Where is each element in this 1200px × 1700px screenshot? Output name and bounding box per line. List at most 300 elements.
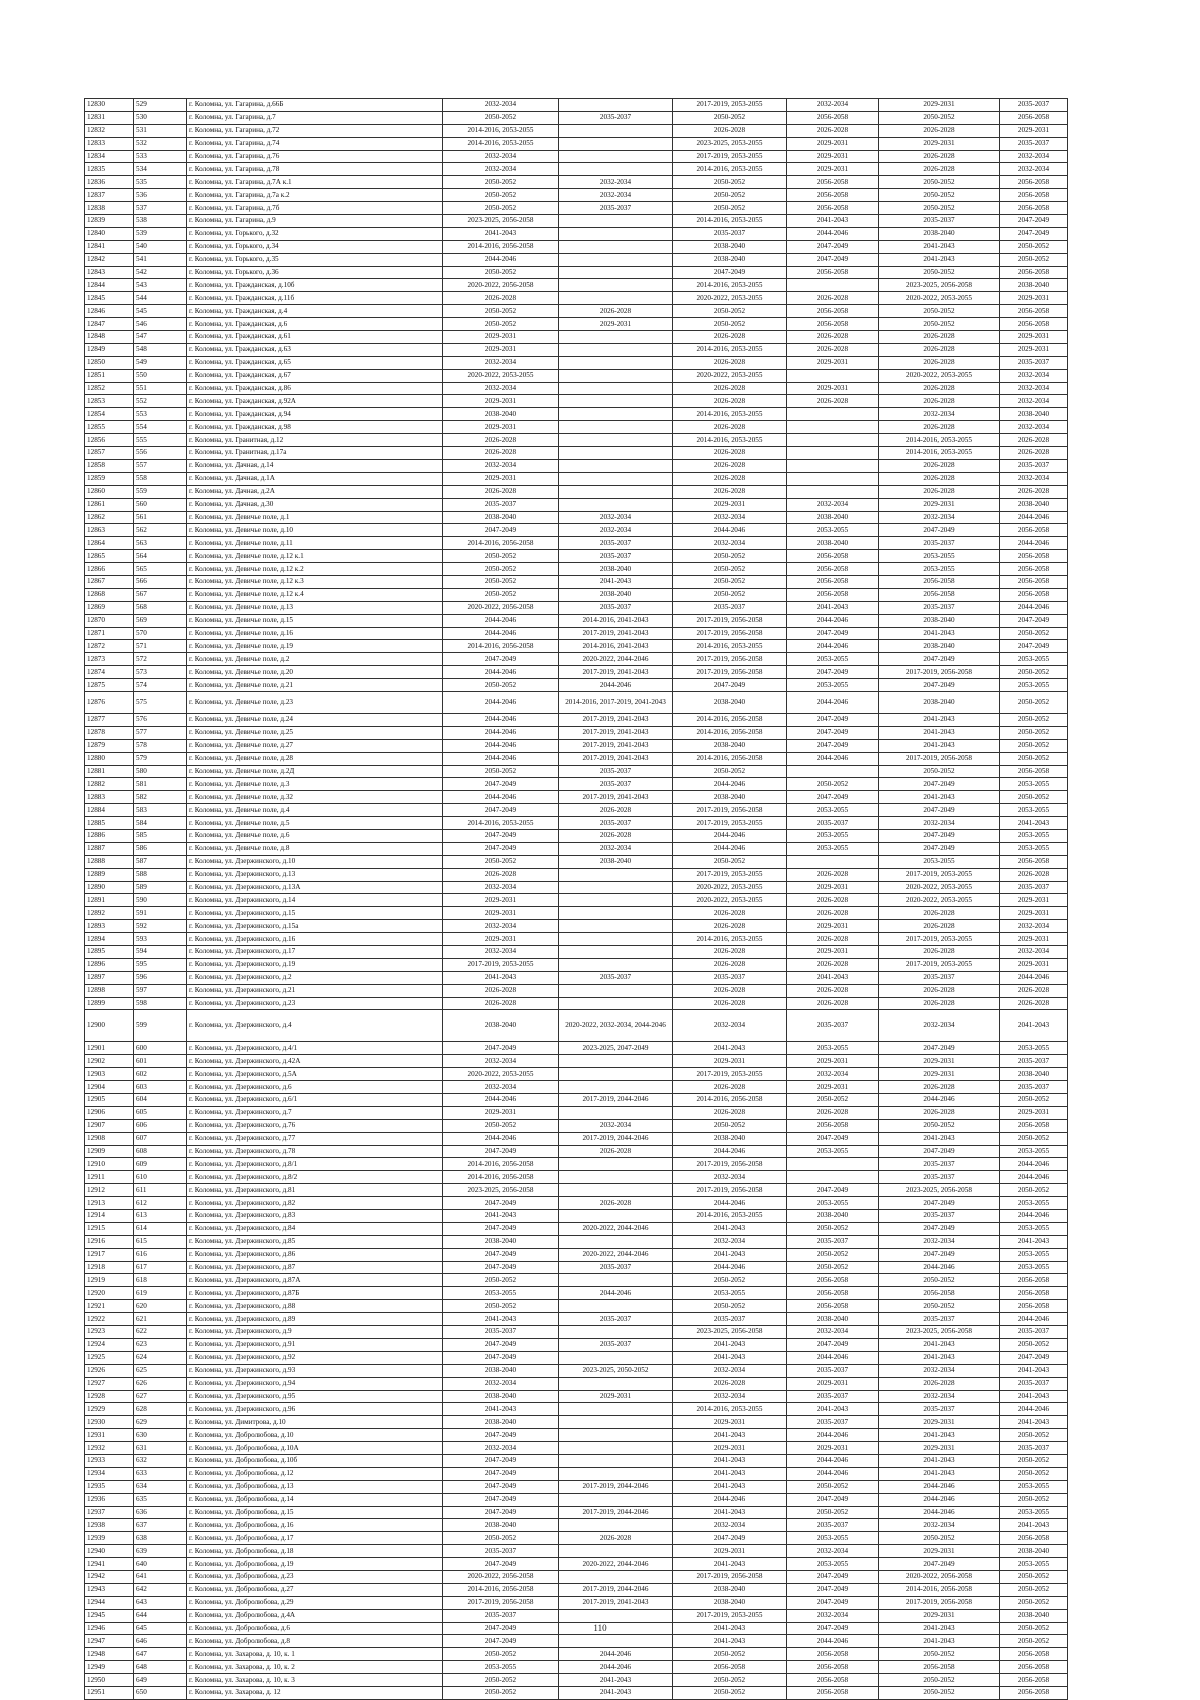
record-number-cell: 623 <box>134 1338 187 1351</box>
address-cell: г. Коломна, ул. Девичье поле, д.19 <box>187 640 443 653</box>
record-number-cell: 605 <box>134 1106 187 1119</box>
record-number-cell: 633 <box>134 1467 187 1480</box>
schedule-col-1-cell: 2041-2043 <box>443 1403 559 1416</box>
schedule-col-6-cell: 2053-2055 <box>1000 1558 1068 1571</box>
record-number-cell: 602 <box>134 1068 187 1081</box>
schedule-col-6-cell: 2050-2052 <box>1000 1429 1068 1442</box>
schedule-col-3-cell: 2023-2025, 2053-2055 <box>673 137 787 150</box>
record-number-cell: 638 <box>134 1532 187 1545</box>
record-number-cell: 637 <box>134 1519 187 1532</box>
table-row <box>85 318 1068 331</box>
schedule-col-3-cell: 2026-2028 <box>673 421 787 434</box>
schedule-col-2-cell <box>559 1184 673 1197</box>
schedule-col-1-cell: 2044-2046 <box>443 1132 559 1145</box>
schedule-col-1-cell: 2047-2049 <box>443 1338 559 1351</box>
address-cell: г. Коломна, ул. Гранитная, д.12 <box>187 434 443 447</box>
address-cell: г. Коломна, ул. Девичье поле, д.24 <box>187 713 443 726</box>
schedule-col-2-cell <box>559 498 673 511</box>
row-number-cell: 12897 <box>85 971 134 984</box>
record-number-cell: 594 <box>134 946 187 959</box>
table-row <box>85 640 1068 653</box>
address-cell: г. Коломна, ул. Дачная, д.14 <box>187 459 443 472</box>
schedule-col-4-cell: 2044-2046 <box>787 1635 879 1648</box>
record-number-cell: 575 <box>134 691 187 713</box>
row-number-cell: 12915 <box>85 1222 134 1235</box>
schedule-col-6-cell: 2044-2046 <box>1000 511 1068 524</box>
address-cell: г. Коломна, ул. Дзержинского, д.93 <box>187 1364 443 1377</box>
record-number-cell: 545 <box>134 305 187 318</box>
schedule-col-4-cell: 2053-2055 <box>787 829 879 842</box>
record-number-cell: 627 <box>134 1390 187 1403</box>
schedule-col-4-cell: 2038-2040 <box>787 1313 879 1326</box>
schedule-col-5-cell: 2029-2031 <box>879 1545 1000 1558</box>
table-row <box>85 1390 1068 1403</box>
schedule-col-3-cell: 2026-2028 <box>673 459 787 472</box>
row-number-cell: 12900 <box>85 1010 134 1042</box>
schedule-col-5-cell: 2032-2034 <box>879 408 1000 421</box>
schedule-col-1-cell: 2026-2028 <box>443 984 559 997</box>
row-number-cell: 12909 <box>85 1145 134 1158</box>
row-number-cell: 12853 <box>85 395 134 408</box>
row-number-cell: 12947 <box>85 1635 134 1648</box>
schedule-col-1-cell: 2038-2040 <box>443 1235 559 1248</box>
schedule-col-4-cell: 2056-2058 <box>787 1686 879 1699</box>
table-row <box>85 1042 1068 1055</box>
row-number-cell: 12873 <box>85 653 134 666</box>
schedule-col-6-cell: 2050-2052 <box>1000 1094 1068 1107</box>
schedule-col-4-cell: 2026-2028 <box>787 933 879 946</box>
address-cell: г. Коломна, ул. Добролюбова, д.19 <box>187 1558 443 1571</box>
schedule-col-3-cell: 2035-2037 <box>673 601 787 614</box>
schedule-col-5-cell: 2050-2052 <box>879 318 1000 331</box>
schedule-col-6-cell: 2056-2058 <box>1000 176 1068 189</box>
row-number-cell: 12899 <box>85 997 134 1010</box>
record-number-cell: 585 <box>134 829 187 842</box>
schedule-col-2-cell: 2017-2019, 2041-2043 <box>559 752 673 765</box>
schedule-col-2-cell: 2035-2037 <box>559 971 673 984</box>
schedule-col-2-cell <box>559 343 673 356</box>
schedule-col-2-cell <box>559 1274 673 1287</box>
schedule-col-5-cell: 2032-2034 <box>879 1010 1000 1042</box>
record-number-cell: 590 <box>134 894 187 907</box>
record-number-cell: 629 <box>134 1416 187 1429</box>
address-cell: г. Коломна, ул. Горького, д.32 <box>187 227 443 240</box>
schedule-col-5-cell: 2041-2043 <box>879 253 1000 266</box>
schedule-col-2-cell: 2020-2022, 2032-2034, 2044-2046 <box>559 1010 673 1042</box>
schedule-col-6-cell: 2035-2037 <box>1000 356 1068 369</box>
record-number-cell: 645 <box>134 1622 187 1635</box>
record-number-cell: 616 <box>134 1248 187 1261</box>
row-number-cell: 12941 <box>85 1558 134 1571</box>
schedule-col-1-cell: 2020-2022, 2053-2055 <box>443 369 559 382</box>
schedule-col-3-cell: 2038-2040 <box>673 691 787 713</box>
schedule-col-4-cell: 2056-2058 <box>787 1119 879 1132</box>
schedule-col-1-cell: 2050-2052 <box>443 305 559 318</box>
schedule-col-2-cell <box>559 150 673 163</box>
record-number-cell: 532 <box>134 137 187 150</box>
address-cell: г. Коломна, ул. Добролюбова, д.27 <box>187 1583 443 1596</box>
table-row <box>85 829 1068 842</box>
table-row <box>85 189 1068 202</box>
schedule-col-6-cell: 2053-2055 <box>1000 778 1068 791</box>
schedule-col-2-cell <box>559 1570 673 1583</box>
schedule-col-5-cell: 2041-2043 <box>879 791 1000 804</box>
schedule-col-6-cell: 2050-2052 <box>1000 713 1068 726</box>
schedule-col-5-cell: 2017-2019, 2056-2058 <box>879 752 1000 765</box>
schedule-col-5-cell: 2020-2022, 2053-2055 <box>879 292 1000 305</box>
table-row <box>85 176 1068 189</box>
row-number-cell: 12943 <box>85 1583 134 1596</box>
schedule-col-2-cell <box>559 1519 673 1532</box>
table-row <box>85 679 1068 692</box>
schedule-col-6-cell: 2056-2058 <box>1000 1274 1068 1287</box>
schedule-col-6-cell: 2044-2046 <box>1000 1158 1068 1171</box>
row-number-cell: 12914 <box>85 1210 134 1223</box>
record-number-cell: 554 <box>134 421 187 434</box>
record-number-cell: 571 <box>134 640 187 653</box>
schedule-col-5-cell: 2041-2043 <box>879 627 1000 640</box>
schedule-col-4-cell: 2044-2046 <box>787 227 879 240</box>
row-number-cell: 12871 <box>85 627 134 640</box>
schedule-col-4-cell: 2041-2043 <box>787 1403 879 1416</box>
schedule-col-6-cell: 2035-2037 <box>1000 1326 1068 1339</box>
schedule-col-6-cell: 2056-2058 <box>1000 563 1068 576</box>
address-cell: г. Коломна, ул. Захарова, д. 10, к. 2 <box>187 1661 443 1674</box>
row-number-cell: 12929 <box>85 1403 134 1416</box>
record-number-cell: 595 <box>134 958 187 971</box>
table-row <box>85 99 1068 112</box>
table-row <box>85 1429 1068 1442</box>
table-row <box>85 575 1068 588</box>
address-cell: г. Коломна, ул. Гражданская, д.98 <box>187 421 443 434</box>
record-number-cell: 565 <box>134 563 187 576</box>
schedule-col-2-cell: 2017-2019, 2041-2043 <box>559 666 673 679</box>
schedule-col-1-cell: 2026-2028 <box>443 868 559 881</box>
schedule-col-4-cell <box>787 279 879 292</box>
table-row <box>85 920 1068 933</box>
address-cell: г. Коломна, ул. Гагарина, д.7б <box>187 202 443 215</box>
schedule-col-1-cell: 2035-2037 <box>443 1545 559 1558</box>
row-number-cell: 12876 <box>85 691 134 713</box>
schedule-col-3-cell: 2026-2028 <box>673 382 787 395</box>
table-row <box>85 1377 1068 1390</box>
schedule-col-2-cell: 2032-2034 <box>559 176 673 189</box>
schedule-col-1-cell: 2032-2034 <box>443 920 559 933</box>
schedule-col-3-cell: 2014-2016, 2053-2055 <box>673 434 787 447</box>
address-cell: г. Коломна, ул. Девичье поле, д.1 <box>187 511 443 524</box>
schedule-col-4-cell: 2026-2028 <box>787 907 879 920</box>
schedule-col-1-cell: 2044-2046 <box>443 1094 559 1107</box>
address-cell: г. Коломна, ул. Гагарина, д.76 <box>187 150 443 163</box>
schedule-col-4-cell: 2047-2049 <box>787 1338 879 1351</box>
schedule-col-4-cell: 2056-2058 <box>787 266 879 279</box>
address-cell: г. Коломна, ул. Гражданская, д.94 <box>187 408 443 421</box>
schedule-col-5-cell: 2038-2040 <box>879 640 1000 653</box>
schedule-col-6-cell: 2044-2046 <box>1000 537 1068 550</box>
schedule-col-1-cell: 2050-2052 <box>443 1686 559 1699</box>
schedule-col-4-cell: 2032-2034 <box>787 1326 879 1339</box>
row-number-cell: 12884 <box>85 804 134 817</box>
schedule-col-2-cell <box>559 984 673 997</box>
record-number-cell: 593 <box>134 933 187 946</box>
schedule-col-4-cell: 2026-2028 <box>787 292 879 305</box>
schedule-col-3-cell: 2029-2031 <box>673 1545 787 1558</box>
address-cell: г. Коломна, ул. Дзержинского, д.42А <box>187 1055 443 1068</box>
schedule-col-3-cell: 2050-2052 <box>673 855 787 868</box>
table-row <box>85 1351 1068 1364</box>
schedule-col-5-cell: 2056-2058 <box>879 575 1000 588</box>
table-row <box>85 804 1068 817</box>
schedule-col-2-cell: 2035-2037 <box>559 778 673 791</box>
schedule-col-3-cell: 2026-2028 <box>673 485 787 498</box>
schedule-col-2-cell: 2035-2037 <box>559 111 673 124</box>
row-number-cell: 12831 <box>85 111 134 124</box>
schedule-col-2-cell: 2020-2022, 2044-2046 <box>559 1248 673 1261</box>
schedule-col-3-cell: 2020-2022, 2053-2055 <box>673 881 787 894</box>
schedule-col-5-cell: 2029-2031 <box>879 99 1000 112</box>
schedule-col-5-cell: 2041-2043 <box>879 1622 1000 1635</box>
schedule-col-2-cell: 2032-2034 <box>559 842 673 855</box>
schedule-col-1-cell: 2053-2055 <box>443 1287 559 1300</box>
record-number-cell: 561 <box>134 511 187 524</box>
table-row <box>85 1313 1068 1326</box>
table-row <box>85 1119 1068 1132</box>
schedule-col-2-cell <box>559 1081 673 1094</box>
table-row <box>85 765 1068 778</box>
schedule-col-1-cell: 2044-2046 <box>443 691 559 713</box>
table-row <box>85 1106 1068 1119</box>
schedule-col-3-cell: 2044-2046 <box>673 1261 787 1274</box>
schedule-col-2-cell: 2038-2040 <box>559 855 673 868</box>
schedule-col-1-cell: 2014-2016, 2053-2055 <box>443 124 559 137</box>
schedule-col-2-cell <box>559 227 673 240</box>
schedule-col-6-cell: 2056-2058 <box>1000 1300 1068 1313</box>
page-number: 110 <box>593 1623 607 1633</box>
schedule-col-3-cell: 2017-2019, 2056-2058 <box>673 653 787 666</box>
schedule-col-2-cell: 2014-2016, 2041-2043 <box>559 614 673 627</box>
schedule-col-6-cell: 2044-2046 <box>1000 1313 1068 1326</box>
schedule-col-1-cell: 2029-2031 <box>443 472 559 485</box>
address-cell: г. Коломна, ул. Гагарина, д.7А к.1 <box>187 176 443 189</box>
row-number-cell: 12940 <box>85 1545 134 1558</box>
schedule-col-6-cell: 2038-2040 <box>1000 279 1068 292</box>
table-row <box>85 1210 1068 1223</box>
record-number-cell: 536 <box>134 189 187 202</box>
table-row <box>85 666 1068 679</box>
row-number-cell: 12851 <box>85 369 134 382</box>
record-number-cell: 540 <box>134 240 187 253</box>
schedule-col-5-cell: 2014-2016, 2056-2058 <box>879 1583 1000 1596</box>
table-row <box>85 1184 1068 1197</box>
row-number-cell: 12922 <box>85 1313 134 1326</box>
schedule-col-4-cell <box>787 1158 879 1171</box>
schedule-col-5-cell: 2050-2052 <box>879 1532 1000 1545</box>
schedule-col-3-cell: 2026-2028 <box>673 124 787 137</box>
row-number-cell: 12848 <box>85 331 134 344</box>
schedule-col-3-cell: 2050-2052 <box>673 1300 787 1313</box>
schedule-col-6-cell: 2032-2034 <box>1000 163 1068 176</box>
schedule-col-3-cell: 2056-2058 <box>673 1661 787 1674</box>
schedule-col-4-cell: 2056-2058 <box>787 189 879 202</box>
schedule-col-1-cell: 2029-2031 <box>443 933 559 946</box>
schedule-col-3-cell: 2017-2019, 2056-2058 <box>673 1570 787 1583</box>
schedule-col-4-cell: 2050-2052 <box>787 1094 879 1107</box>
schedule-col-3-cell: 2017-2019, 2056-2058 <box>673 804 787 817</box>
schedule-col-6-cell: 2056-2058 <box>1000 1648 1068 1661</box>
schedule-col-6-cell: 2050-2052 <box>1000 1622 1068 1635</box>
record-number-cell: 548 <box>134 343 187 356</box>
table-row <box>85 1197 1068 1210</box>
schedule-col-4-cell: 2029-2031 <box>787 163 879 176</box>
schedule-col-3-cell: 2029-2031 <box>673 1442 787 1455</box>
schedule-col-5-cell: 2026-2028 <box>879 1106 1000 1119</box>
schedule-col-5-cell: 2032-2034 <box>879 511 1000 524</box>
schedule-col-3-cell: 2044-2046 <box>673 842 787 855</box>
address-cell: г. Коломна, ул. Дзержинского, д.13 <box>187 868 443 881</box>
schedule-col-6-cell: 2053-2055 <box>1000 1248 1068 1261</box>
table-row <box>85 1558 1068 1571</box>
address-cell: г. Коломна, ул. Гражданская, д.4 <box>187 305 443 318</box>
schedule-col-3-cell: 2044-2046 <box>673 1493 787 1506</box>
table-row <box>85 447 1068 460</box>
record-number-cell: 615 <box>134 1235 187 1248</box>
record-number-cell: 599 <box>134 1010 187 1042</box>
address-cell: г. Коломна, ул. Гражданская, д.92А <box>187 395 443 408</box>
schedule-col-4-cell: 2053-2055 <box>787 1042 879 1055</box>
address-cell: г. Коломна, ул. Гражданская, д.6 <box>187 318 443 331</box>
record-number-cell: 634 <box>134 1480 187 1493</box>
schedule-col-2-cell: 2032-2034 <box>559 524 673 537</box>
address-cell: г. Коломна, ул. Девичье поле, д.8 <box>187 842 443 855</box>
row-number-cell: 12948 <box>85 1648 134 1661</box>
schedule-col-1-cell: 2047-2049 <box>443 1635 559 1648</box>
schedule-col-1-cell: 2047-2049 <box>443 1480 559 1493</box>
address-cell: г. Коломна, ул. Захарова, д. 10, к. 1 <box>187 1648 443 1661</box>
schedule-col-1-cell: 2023-2025, 2056-2058 <box>443 215 559 228</box>
row-number-cell: 12857 <box>85 447 134 460</box>
row-number-cell: 12949 <box>85 1661 134 1674</box>
schedule-col-6-cell: 2050-2052 <box>1000 1570 1068 1583</box>
table-row <box>85 881 1068 894</box>
schedule-col-1-cell: 2050-2052 <box>443 765 559 778</box>
schedule-col-4-cell: 2029-2031 <box>787 356 879 369</box>
schedule-col-6-cell: 2029-2031 <box>1000 1106 1068 1119</box>
schedule-col-4-cell: 2056-2058 <box>787 1300 879 1313</box>
schedule-col-4-cell: 2053-2055 <box>787 524 879 537</box>
table-row <box>85 1261 1068 1274</box>
schedule-col-6-cell: 2056-2058 <box>1000 1674 1068 1687</box>
schedule-col-5-cell: 2035-2037 <box>879 215 1000 228</box>
schedule-col-4-cell: 2026-2028 <box>787 343 879 356</box>
row-number-cell: 12907 <box>85 1119 134 1132</box>
address-cell: г. Коломна, ул. Девичье поле, д.27 <box>187 739 443 752</box>
schedule-col-4-cell: 2047-2049 <box>787 739 879 752</box>
record-number-cell: 644 <box>134 1609 187 1622</box>
record-number-cell: 630 <box>134 1429 187 1442</box>
schedule-col-3-cell: 2041-2043 <box>673 1338 787 1351</box>
address-cell: г. Коломна, ул. Гагарина, д.78 <box>187 163 443 176</box>
address-cell: г. Коломна, ул. Девичье поле, д.4 <box>187 804 443 817</box>
schedule-col-2-cell: 2026-2028 <box>559 1197 673 1210</box>
table-row <box>85 739 1068 752</box>
schedule-col-5-cell: 2041-2043 <box>879 1351 1000 1364</box>
schedule-col-2-cell: 2026-2028 <box>559 1532 673 1545</box>
address-cell: г. Коломна, ул. Девичье поле, д.32 <box>187 791 443 804</box>
schedule-col-4-cell <box>787 447 879 460</box>
address-cell: г. Коломна, ул. Девичье поле, д.12 к.4 <box>187 588 443 601</box>
schedule-col-4-cell: 2047-2049 <box>787 713 879 726</box>
record-number-cell: 617 <box>134 1261 187 1274</box>
row-number-cell: 12912 <box>85 1184 134 1197</box>
schedule-col-5-cell: 2032-2034 <box>879 1364 1000 1377</box>
schedule-col-6-cell: 2047-2049 <box>1000 614 1068 627</box>
table-row <box>85 1300 1068 1313</box>
address-cell: г. Коломна, ул. Дзержинского, д.19 <box>187 958 443 971</box>
schedule-col-2-cell <box>559 1467 673 1480</box>
schedule-col-3-cell: 2020-2022, 2053-2055 <box>673 369 787 382</box>
schedule-col-1-cell: 2047-2049 <box>443 1197 559 1210</box>
schedule-col-6-cell: 2053-2055 <box>1000 804 1068 817</box>
schedule-col-2-cell: 2035-2037 <box>559 537 673 550</box>
record-number-cell: 558 <box>134 472 187 485</box>
schedule-col-4-cell: 2047-2049 <box>787 1493 879 1506</box>
schedule-col-5-cell: 2026-2028 <box>879 907 1000 920</box>
schedule-col-3-cell: 2050-2052 <box>673 550 787 563</box>
schedule-col-6-cell: 2056-2058 <box>1000 1686 1068 1699</box>
schedule-col-2-cell: 2035-2037 <box>559 765 673 778</box>
schedule-col-4-cell: 2029-2031 <box>787 920 879 933</box>
record-number-cell: 557 <box>134 459 187 472</box>
schedule-col-1-cell: 2044-2046 <box>443 752 559 765</box>
schedule-col-1-cell: 2047-2049 <box>443 1351 559 1364</box>
record-number-cell: 649 <box>134 1674 187 1687</box>
schedule-col-1-cell: 2026-2028 <box>443 434 559 447</box>
record-number-cell: 603 <box>134 1081 187 1094</box>
schedule-col-5-cell: 2050-2052 <box>879 202 1000 215</box>
schedule-col-6-cell: 2044-2046 <box>1000 1210 1068 1223</box>
row-number-cell: 12928 <box>85 1390 134 1403</box>
address-cell: г. Коломна, ул. Девичье поле, д.12 к.3 <box>187 575 443 588</box>
record-number-cell: 537 <box>134 202 187 215</box>
row-number-cell: 12858 <box>85 459 134 472</box>
schedule-col-1-cell: 2044-2046 <box>443 666 559 679</box>
schedule-col-2-cell <box>559 472 673 485</box>
row-number-cell: 12902 <box>85 1055 134 1068</box>
schedule-col-3-cell: 2038-2040 <box>673 253 787 266</box>
address-cell: г. Коломна, ул. Девичье поле, д.2 <box>187 653 443 666</box>
table-row <box>85 1467 1068 1480</box>
record-number-cell: 568 <box>134 601 187 614</box>
schedule-col-3-cell: 2050-2052 <box>673 563 787 576</box>
schedule-col-1-cell: 2050-2052 <box>443 1300 559 1313</box>
schedule-col-6-cell: 2056-2058 <box>1000 266 1068 279</box>
address-cell: г. Коломна, ул. Добролюбова, д.4А <box>187 1609 443 1622</box>
schedule-col-2-cell: 2026-2028 <box>559 1145 673 1158</box>
address-cell: г. Коломна, ул. Захарова, д. 10, к. 3 <box>187 1674 443 1687</box>
address-cell: г. Коломна, ул. Дзержинского, д.23 <box>187 997 443 1010</box>
schedule-col-5-cell: 2026-2028 <box>879 459 1000 472</box>
row-number-cell: 12859 <box>85 472 134 485</box>
address-cell: г. Коломна, ул. Дзержинского, д.92 <box>187 1351 443 1364</box>
row-number-cell: 12879 <box>85 739 134 752</box>
schedule-col-4-cell: 2050-2052 <box>787 778 879 791</box>
schedule-col-4-cell: 2056-2058 <box>787 1661 879 1674</box>
schedule-col-6-cell: 2029-2031 <box>1000 124 1068 137</box>
schedule-col-6-cell: 2053-2055 <box>1000 829 1068 842</box>
schedule-col-3-cell: 2038-2040 <box>673 1596 787 1609</box>
schedule-col-3-cell: 2050-2052 <box>673 202 787 215</box>
schedule-col-6-cell: 2041-2043 <box>1000 1364 1068 1377</box>
